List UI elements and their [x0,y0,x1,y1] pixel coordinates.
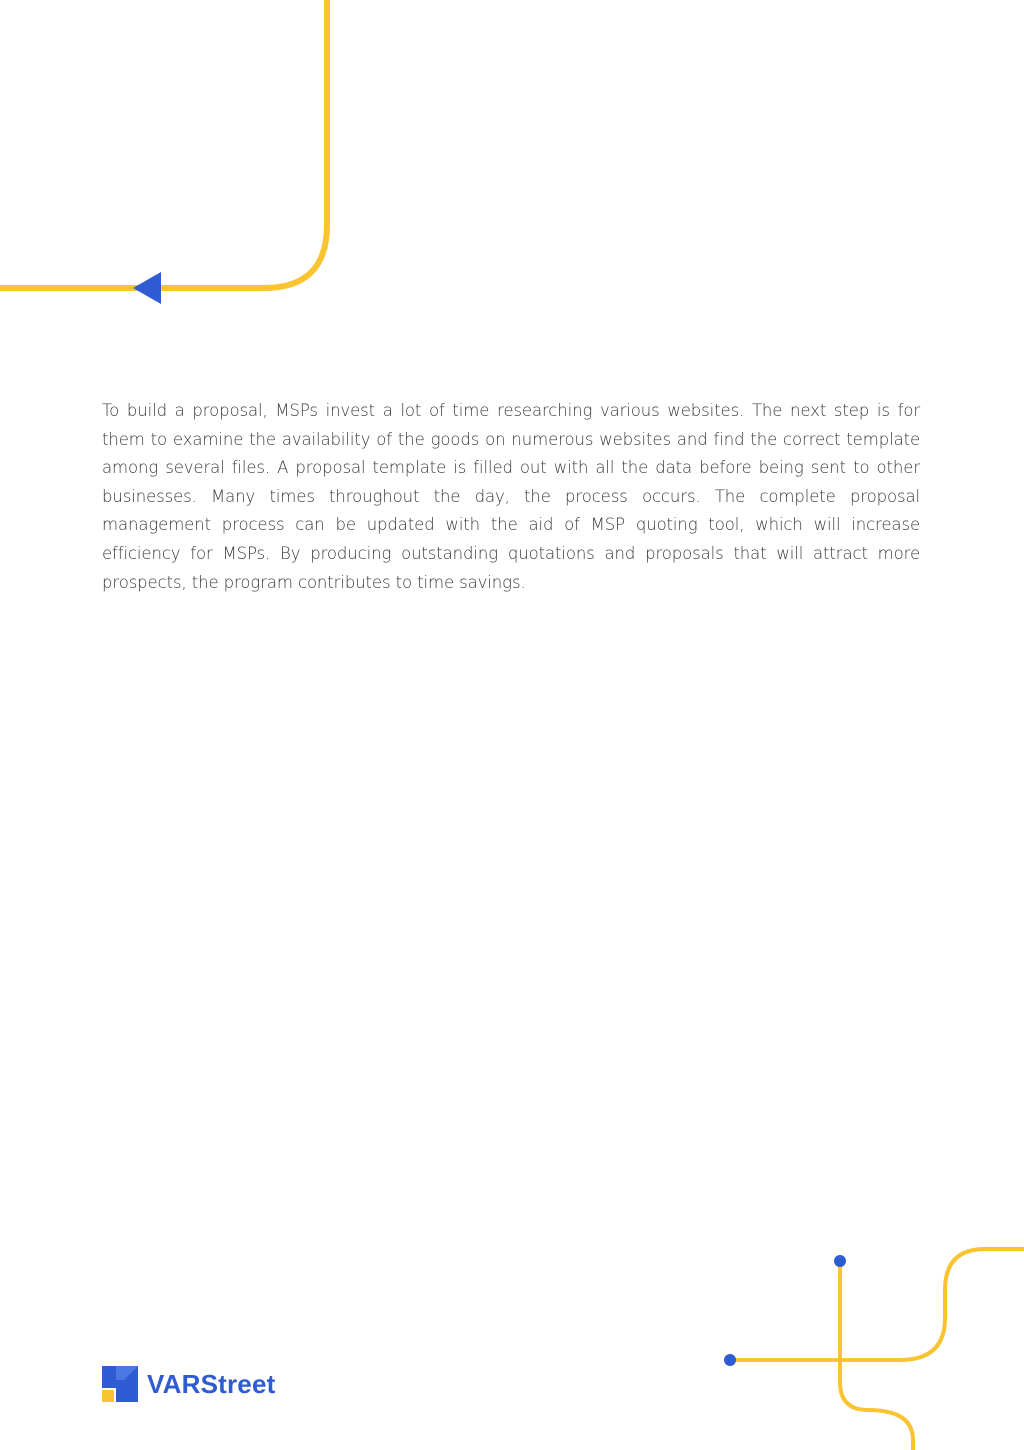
connector-dot-top [834,1255,846,1267]
brand-name: VARStreet [147,1368,276,1399]
top-connector-line [0,0,327,288]
body-paragraph: To build a proposal, MSPs invest a lot of time researching various websites. The next step is for them to examine the availability of the goods on numerous websites and find the correct template among several files. A proposal template is filled out with all the data before being sent to other businesses. Many times throughout the day, the process occurs. The complete proposal management process can be updated with the aid of MSP quoting tool, which will increase efficiency for MSPs. By producing outstanding quotations and proposals that will attract more prospects, the program contributes to time savings. [102,401,920,592]
triangle-left-icon [133,272,161,304]
vertical-connector-line [840,1262,913,1450]
footer-logo [102,1366,275,1402]
horizontal-connector-line [730,1249,1024,1360]
varstreet-logo-icon [102,1366,138,1402]
connector-dot-left [724,1354,736,1366]
